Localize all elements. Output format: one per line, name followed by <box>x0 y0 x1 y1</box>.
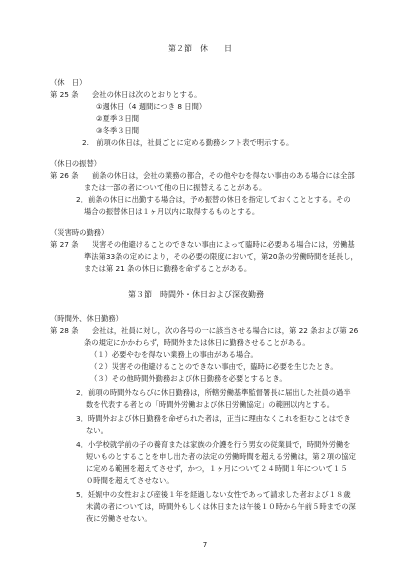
article-28-p4-line-1: 4．小学校就学前の子の養育または家族の介護を行う男女の従業員で，時間外労働を <box>76 440 351 449</box>
article-26-p2-line-1: 2．前条の休日に出勤する場合は，予め振替の休日を指定しておくこととする。その <box>76 195 351 204</box>
article-28-p5-line-2: 未満の者については，時間外もしくは休日または午後１０時から午前５時までの深 <box>86 502 356 511</box>
article-28-p5-line-1: 5．妊娠中の女性および産後１年を経過しない女性であって請求した者および１８歳 <box>76 490 351 499</box>
article-25-number: 第 25 条 <box>50 90 79 99</box>
article-27-line-3: または第 21 条の休日に勤務を命ずることがある。 <box>84 264 252 273</box>
article-27-line-1: 災害その他避けることのできない事由によって臨時に必要ある場合には，労働基 <box>92 240 355 249</box>
article-28-p2-line-1: 2．前項の時間外ならびに休日勤務は，所轄労働基準監督署長に届出した社員の過半 <box>76 388 351 397</box>
article-28-number: 第 28 条 <box>50 326 79 335</box>
article-26-number: 第 26 条 <box>50 171 79 180</box>
article-26-p1-line-2: または一部の者について他の日に振替えることがある。 <box>84 183 267 192</box>
article-25-text: 会社の休日は次のとおりとする。 <box>92 90 202 99</box>
article-27-line-2: 準法第33条の定めにより，その必要の限度において，第20条の労働時間を延長し， <box>84 252 358 261</box>
section-2-heading: 第２節 休 日 <box>168 44 232 53</box>
article-28-p4-line-4: ０時間を超えてさせない。 <box>86 476 174 485</box>
article-28-p2-line-2: 数を代表する者との「時間外労働および休日労働協定」の範囲以内とする。 <box>86 400 335 409</box>
article-26-p1-line-1: 前条の休日は，会社の業務の都合，その他やむを得ない事由のある場合には全部 <box>92 171 355 180</box>
article-28-item-2: （２）災害その他避けることのできない事由で，臨時に必要を生じたとき。 <box>90 362 338 371</box>
article-25-item-3: ③冬季３日間 <box>96 126 140 135</box>
article-28-item-1: （１）必要やむを得ない業務上の事由がある場合。 <box>90 350 258 359</box>
article-27-title: （災害時の勤務） <box>50 228 109 237</box>
article-28-line-1: 会社は，社員に対し，次の各号の一に該当させる場合には，第 22 条および第 26 <box>92 326 359 335</box>
article-26-p2-line-2: 場合の振替休日は１ヶ月以内に取得するものとする。 <box>84 207 260 216</box>
article-28-line-2: 条の規定にかかわらず，時間外または休日に勤務させることがある。 <box>84 338 310 347</box>
article-25-title: （休 日） <box>50 78 87 87</box>
article-25-item-2: ②夏季３日間 <box>96 114 140 123</box>
article-28-p5-line-3: 夜に労働させない。 <box>86 514 152 523</box>
article-27-number: 第 27 条 <box>50 240 79 249</box>
article-28-p4-line-2: 短いものとすることを申し出た者の法定の労働時間を超える労働は，第２項の協定 <box>86 452 356 461</box>
article-26-title: （休日の振替） <box>50 159 102 168</box>
section-3-heading: 第３節 時間外・休日および深夜勤務 <box>128 290 264 299</box>
article-28-item-3: （３）その他時間外勤務および休日勤務を必要とするとき。 <box>90 374 287 383</box>
article-28-p3-line-1: 3．時間外および休日勤務を命ぜられた者は，正当に理由なくこれを拒むことはでき <box>76 414 351 423</box>
page-number: 7 <box>202 541 208 549</box>
article-28-p3-line-2: ない。 <box>86 426 108 435</box>
article-28-p4-line-3: に定める範囲を超えてさせず，かつ，１ヶ月について２４時間１年について１５ <box>86 464 348 473</box>
article-25-item-1: ①週休日（4 週間につき 8 日間） <box>96 102 207 111</box>
article-25-paragraph-2: 2. 前項の休日は，社員ごとに定める勤務シフト表で明示する。 <box>82 138 294 147</box>
article-28-title: （時間外、休日勤務） <box>50 314 123 323</box>
